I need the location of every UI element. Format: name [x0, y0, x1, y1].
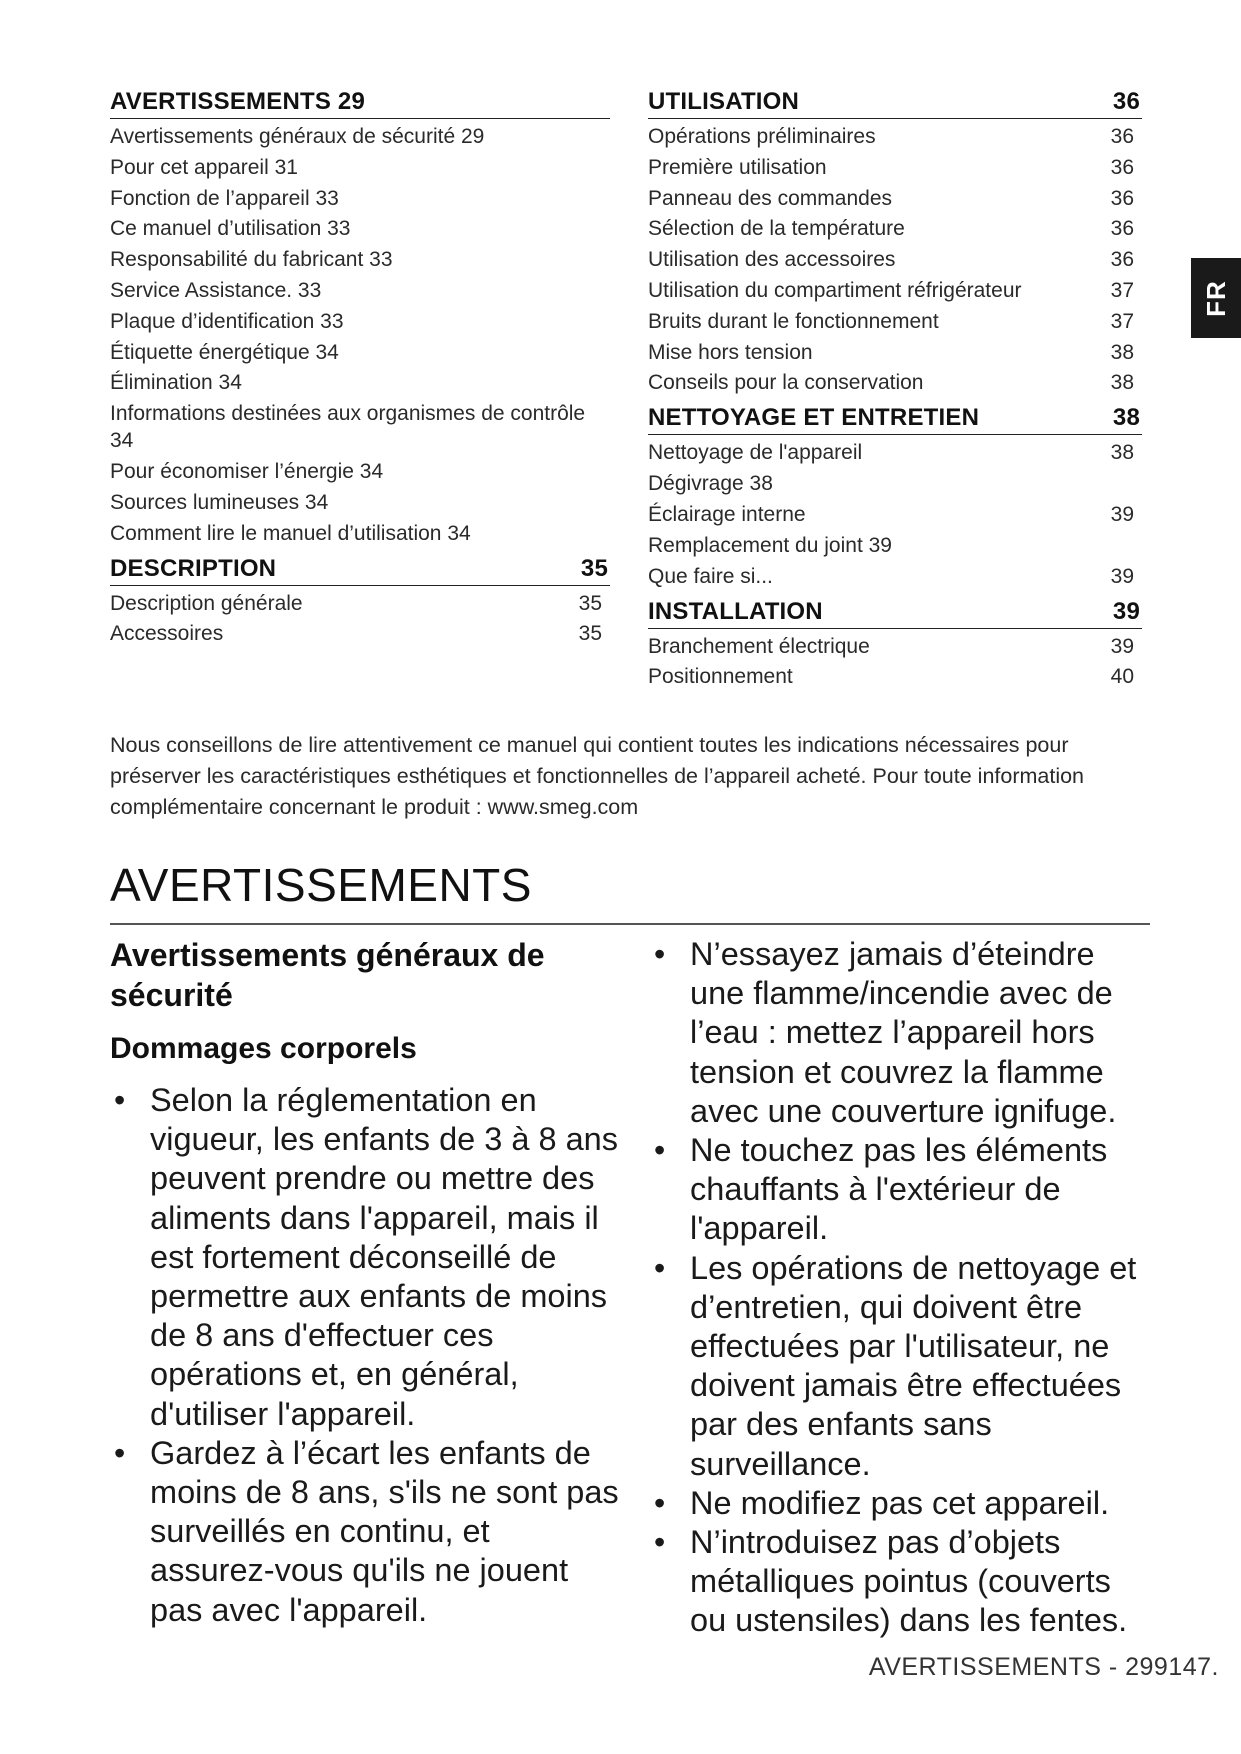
toc-section-heading[interactable]: [648, 598, 1142, 629]
toc-item-label: Sélection de la température: [648, 217, 905, 241]
toc-item-page: 40: [1110, 665, 1134, 689]
toc-item-label: Fonction de l’appareil 33: [110, 186, 339, 210]
toc-section-heading[interactable]: [110, 88, 610, 119]
toc-item[interactable]: [110, 277, 610, 304]
bullet-icon: •: [654, 1484, 666, 1521]
toc-item-label: Mise hors tension: [648, 340, 813, 364]
toc-item[interactable]: [110, 620, 610, 647]
toc-section-title: DESCRIPTION: [110, 554, 277, 582]
list-item: [650, 935, 1150, 1131]
toc-item[interactable]: [110, 339, 610, 366]
toc-item-label: Nettoyage de l'appareil: [648, 441, 863, 465]
toc-section-heading[interactable]: [648, 404, 1142, 435]
toc-item-label: Que faire si...: [648, 564, 773, 588]
toc-item-label: Panneau des commandes: [648, 186, 892, 210]
toc-item-page: 39: [1110, 502, 1134, 526]
toc-item-label: Branchement électrique: [648, 634, 870, 658]
toc-item[interactable]: [648, 308, 1142, 335]
page-title: AVERTISSEMENTS: [110, 859, 532, 911]
toc-item-label: Élimination 34: [110, 371, 242, 395]
toc-item[interactable]: [110, 185, 610, 212]
toc-item[interactable]: [648, 470, 1142, 497]
toc-item[interactable]: [110, 489, 610, 516]
toc-item-label: Première utilisation: [648, 155, 827, 179]
toc-item[interactable]: [648, 563, 1142, 590]
toc-item-label: Étiquette énergétique 34: [110, 340, 339, 364]
toc-item-page: 36: [1110, 217, 1134, 241]
list-item: [650, 1249, 1150, 1484]
bullet-list: [650, 935, 1150, 1641]
bullet-icon: •: [654, 936, 666, 972]
toc-item-page: 35: [578, 591, 602, 615]
toc-section-title: NETTOYAGE ET ENTRETIEN: [648, 404, 980, 432]
toc-item[interactable]: [648, 633, 1142, 660]
toc-item-page: 36: [1110, 186, 1134, 210]
toc-section-utilisation: [648, 88, 1142, 396]
toc-item-label: Pour cet appareil 31: [110, 155, 298, 179]
toc-item-label: Comment lire le manuel d’utilisation 34: [110, 521, 471, 545]
list-item-text: Selon la réglementation en vigueur, les enfants de 3 à 8 ans peuvent prendre ou mettre des aliments dans l'appareil, mais il est fortement déconseillé de permettre aux enfants de moins de 8 ans d'effectuer ces opérations et, en général, d'utiliser l'appareil.: [150, 1082, 618, 1432]
list-item: [650, 1484, 1150, 1523]
toc-item[interactable]: [648, 339, 1142, 366]
list-item: [110, 1434, 620, 1630]
toc-right-column: [648, 88, 1142, 698]
toc-section-description: [110, 555, 610, 648]
toc-item[interactable]: [648, 532, 1142, 559]
toc-item-label: Sources lumineuses 34: [110, 490, 329, 514]
bullet-icon: •: [654, 1249, 666, 1286]
toc-item[interactable]: [648, 154, 1142, 181]
toc-item-label: Remplacement du joint 39: [648, 533, 892, 557]
toc-item[interactable]: [648, 246, 1142, 273]
toc-item[interactable]: [648, 185, 1142, 212]
list-item-text: Les opérations de nettoyage et d’entretien, qui doivent être effectuées par l'utilisateur, ne doivent jamais être effectuées par des enfants sans surveillance.: [690, 1249, 1137, 1482]
toc-item[interactable]: [648, 369, 1142, 396]
section-heading: Avertissements généraux de sécurité: [110, 937, 545, 1013]
toc-item[interactable]: [110, 590, 610, 617]
toc-item-page: 37: [1110, 309, 1134, 333]
toc-section-nettoyage: [648, 404, 1142, 589]
toc-item[interactable]: [110, 520, 610, 547]
toc-item-page: 38: [1110, 371, 1134, 395]
toc-section-avertissements: [110, 88, 610, 547]
list-item-text: N’introduisez pas d’objets métalliques pointus (couverts ou ustensiles) dans les fentes.: [690, 1524, 1128, 1639]
toc-item-label: Avertissements généraux de sécurité 29: [110, 125, 485, 148]
toc-item[interactable]: [110, 154, 610, 181]
toc-item[interactable]: [110, 458, 610, 485]
toc-section-heading[interactable]: [110, 555, 610, 586]
toc-item-label: Conseils pour la conservation: [648, 371, 924, 395]
bullet-icon: •: [654, 1524, 666, 1561]
list-item: [110, 1081, 620, 1434]
toc-item[interactable]: [648, 439, 1142, 466]
toc-item-label: Utilisation du compartiment réfrigérateur: [648, 278, 1022, 302]
list-item: [650, 1523, 1150, 1641]
toc-item-label: Plaque d’identification 33: [110, 309, 344, 333]
toc-section-title: AVERTISSEMENTS 29: [110, 88, 366, 115]
toc-item-page: 36: [1110, 248, 1134, 272]
toc-item-label: Bruits durant le fonctionnement: [648, 309, 939, 333]
toc-item-page: 37: [1110, 278, 1134, 302]
toc-item-page: 38: [1110, 340, 1134, 364]
toc-item-label: Description générale: [110, 591, 303, 615]
intro-paragraph: Nous conseillons de lire attentivement ce manuel qui contient toutes les indications nécessaires pour préserver les caractéristiques esthétiques et fonctionnelles de l’appareil acheté. Pour toute information complémentaire concernant le produit : www.smeg.com: [110, 733, 1085, 819]
list-item-text: Ne modifiez pas cet appareil.: [690, 1484, 1110, 1521]
left-text-column: [110, 935, 620, 1630]
page-footer: AVERTISSEMENTS - 299147.: [868, 1653, 1219, 1681]
toc-item-label: Responsabilité du fabricant 33: [110, 248, 393, 272]
list-item-text: Gardez à l’écart les enfants de moins de 8 ans, s'ils ne sont pas surveillés en continu, et assurez-vous qu'ils ne jouent pas avec l'appareil.: [150, 1434, 619, 1628]
toc-item-label: Utilisation des accessoires: [648, 248, 896, 272]
toc-left-column: [110, 88, 610, 655]
list-item: [650, 1131, 1150, 1249]
toc-item[interactable]: [648, 663, 1142, 690]
toc-item-label: Positionnement: [648, 665, 793, 689]
right-text-column: [650, 935, 1150, 1641]
toc-section-installation: [648, 598, 1142, 691]
toc-section-page: 38: [1112, 404, 1140, 432]
toc-item-label: Opérations préliminaires: [648, 125, 876, 148]
toc-item[interactable]: [648, 215, 1142, 242]
toc-item-page: 39: [1110, 564, 1134, 588]
toc-item[interactable]: [110, 308, 610, 335]
toc-item[interactable]: [110, 123, 610, 150]
language-tab-label: FR: [1200, 279, 1231, 317]
toc-section-page: 35: [580, 554, 608, 582]
toc-item[interactable]: [648, 277, 1142, 304]
toc-item-page: 36: [1110, 125, 1134, 148]
toc-item[interactable]: [110, 369, 610, 396]
toc-item-page: 39: [1110, 634, 1134, 658]
toc-section-title: UTILISATION: [648, 88, 800, 115]
toc-item[interactable]: [110, 246, 610, 273]
toc-item-label: Éclairage interne: [648, 502, 806, 526]
toc-item-label: Pour économiser l’énergie 34: [110, 459, 384, 483]
toc-item[interactable]: [110, 400, 610, 454]
toc-item-label: Informations destinées aux organismes de contrôle 34: [110, 402, 586, 453]
language-tab: [1191, 258, 1241, 338]
toc-item[interactable]: [648, 501, 1142, 528]
bullet-list: [110, 1081, 620, 1630]
toc-item[interactable]: [648, 123, 1142, 150]
toc-section-heading[interactable]: [648, 88, 1142, 119]
bullet-icon: •: [114, 1434, 126, 1471]
title-divider: [110, 923, 1150, 925]
toc-item-page: 36: [1110, 155, 1134, 179]
toc-section-title: INSTALLATION: [648, 597, 823, 625]
toc-section-page: 36: [1112, 88, 1140, 115]
toc-item-label: Service Assistance. 33: [110, 278, 322, 302]
toc-item[interactable]: [110, 215, 610, 242]
bullet-icon: •: [114, 1082, 126, 1118]
toc-section-page: 39: [1112, 597, 1140, 625]
toc-item-label: Ce manuel d’utilisation 33: [110, 217, 351, 241]
subsection-heading: Dommages corporels: [110, 1032, 417, 1065]
toc-item-page: 35: [578, 622, 602, 646]
list-item-text: Ne touchez pas les éléments chauffants à l'extérieur de l'appareil.: [690, 1132, 1108, 1247]
toc-item-page: 38: [1110, 441, 1134, 465]
toc-item-label: Dégivrage 38: [648, 472, 773, 496]
toc-item-label: Accessoires: [110, 622, 224, 646]
bullet-icon: •: [654, 1132, 666, 1169]
list-item-text: N’essayez jamais d’éteindre une flamme/incendie avec de l’eau : mettez l’appareil hors tension et couvrez la flamme avec une couverture ignifuge.: [690, 936, 1117, 1129]
